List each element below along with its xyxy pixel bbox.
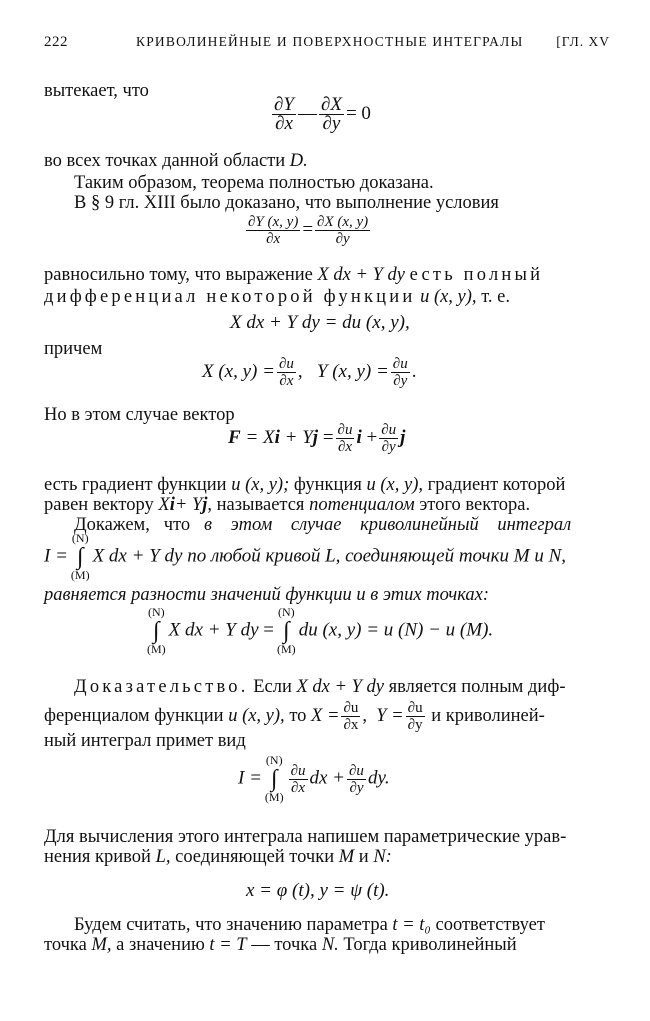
running-title: КРИВОЛИНЕЙНЫЕ И ПОВЕРХНОСТНЫЕ ИНТЕГРАЛЫ xyxy=(136,34,524,49)
text-line: Будем считать, что значению параметра t = t₀ соответствует xyxy=(74,915,545,935)
page-number: 222 xyxy=(44,34,68,50)
text-line: ный интеграл примет вид xyxy=(44,731,246,751)
equation-condition: $\frac{\partial Y (x, y)}{\partial x}$ = $\frac{\partial X (x, y)}{\partial y}$ xyxy=(248,214,369,247)
text-line: Доказательство. Если X dx + Y dy является полным диф- xyxy=(74,677,566,697)
text-line: нения кривой L, соединяющей точки M и N: xyxy=(44,847,392,867)
equation-gradient-integral: I = (N) ∫ (M) $\frac{\partial u}{\partial x}$ dx + $\frac{\partial u}{\partial y}$ dy. xyxy=(238,753,390,804)
equation-dY-dX: $\frac{\partial Y}{\partial x}$ — $\frac{\partial X}{\partial y}$ = 0 xyxy=(274,94,371,134)
equation-exact-differential: X dx + Y dy = du (x, y), xyxy=(230,312,410,333)
equation-newton-leibniz: (N) ∫ (M) X dx + Y dy = (N) ∫ (M) du (x, y) = u (N) − u (M). xyxy=(147,605,494,656)
running-header xyxy=(44,34,610,58)
chapter-label: [ГЛ. XV xyxy=(556,34,610,49)
text-line: есть градиент функции u (x, y); функция u (x, y), градиент которой xyxy=(44,475,566,495)
text-line: во всех точках данной области D. xyxy=(44,151,308,171)
text-line: ференциалом функции u (x, y), то X = $\frac{\partial u}{\partial x}$ , Y = $\frac{\partial u}{\partial y}$ и криволиней- xyxy=(44,700,545,733)
text-line: причем xyxy=(44,339,103,359)
text-line: Докажем, что в этом случае криволинейный интеграл xyxy=(74,515,572,535)
text-line: Для вычисления этого интеграла напишем параметрические урав- xyxy=(44,827,567,847)
text-line: В § 9 гл. XIII было доказано, что выполнение условия xyxy=(74,193,499,213)
text-line: точка M, а значению t = T — точка N. Тогда криволинейный xyxy=(44,935,517,955)
text-line: дифференциал некоторой функции u (x, y), т. е. xyxy=(44,287,510,307)
text-line: равняется разности значений функции u в этих точках: xyxy=(44,585,490,605)
equation-vector-field: F = Xi + Yj = $\frac{\partial u}{\partial x}$ i + $\frac{\partial u}{\partial y}$ j xyxy=(228,422,406,455)
equation-parametrization: x = φ (t), y = ψ (t). xyxy=(246,880,390,901)
text-line: равносильно тому, что выражение X dx + Y dy есть полный xyxy=(44,265,544,285)
text-line: вытекает, что xyxy=(44,81,149,101)
equation-components: X (x, y) = $\frac{\partial u}{\partial x}$ , Y (x, y) = $\frac{\partial u}{\partial y}$ . xyxy=(202,356,417,389)
text-line: равен вектору Xi+ Yj, называется потенциалом этого вектора. xyxy=(44,495,531,515)
text-line: Но в этом случае вектор xyxy=(44,405,235,425)
text-line: Таким образом, теорема полностью доказана. xyxy=(74,173,434,193)
equation-line-integral: I = (N) ∫ (M) X dx + Y dy по любой кривой L, соединяющей точки M и N, xyxy=(44,531,567,582)
